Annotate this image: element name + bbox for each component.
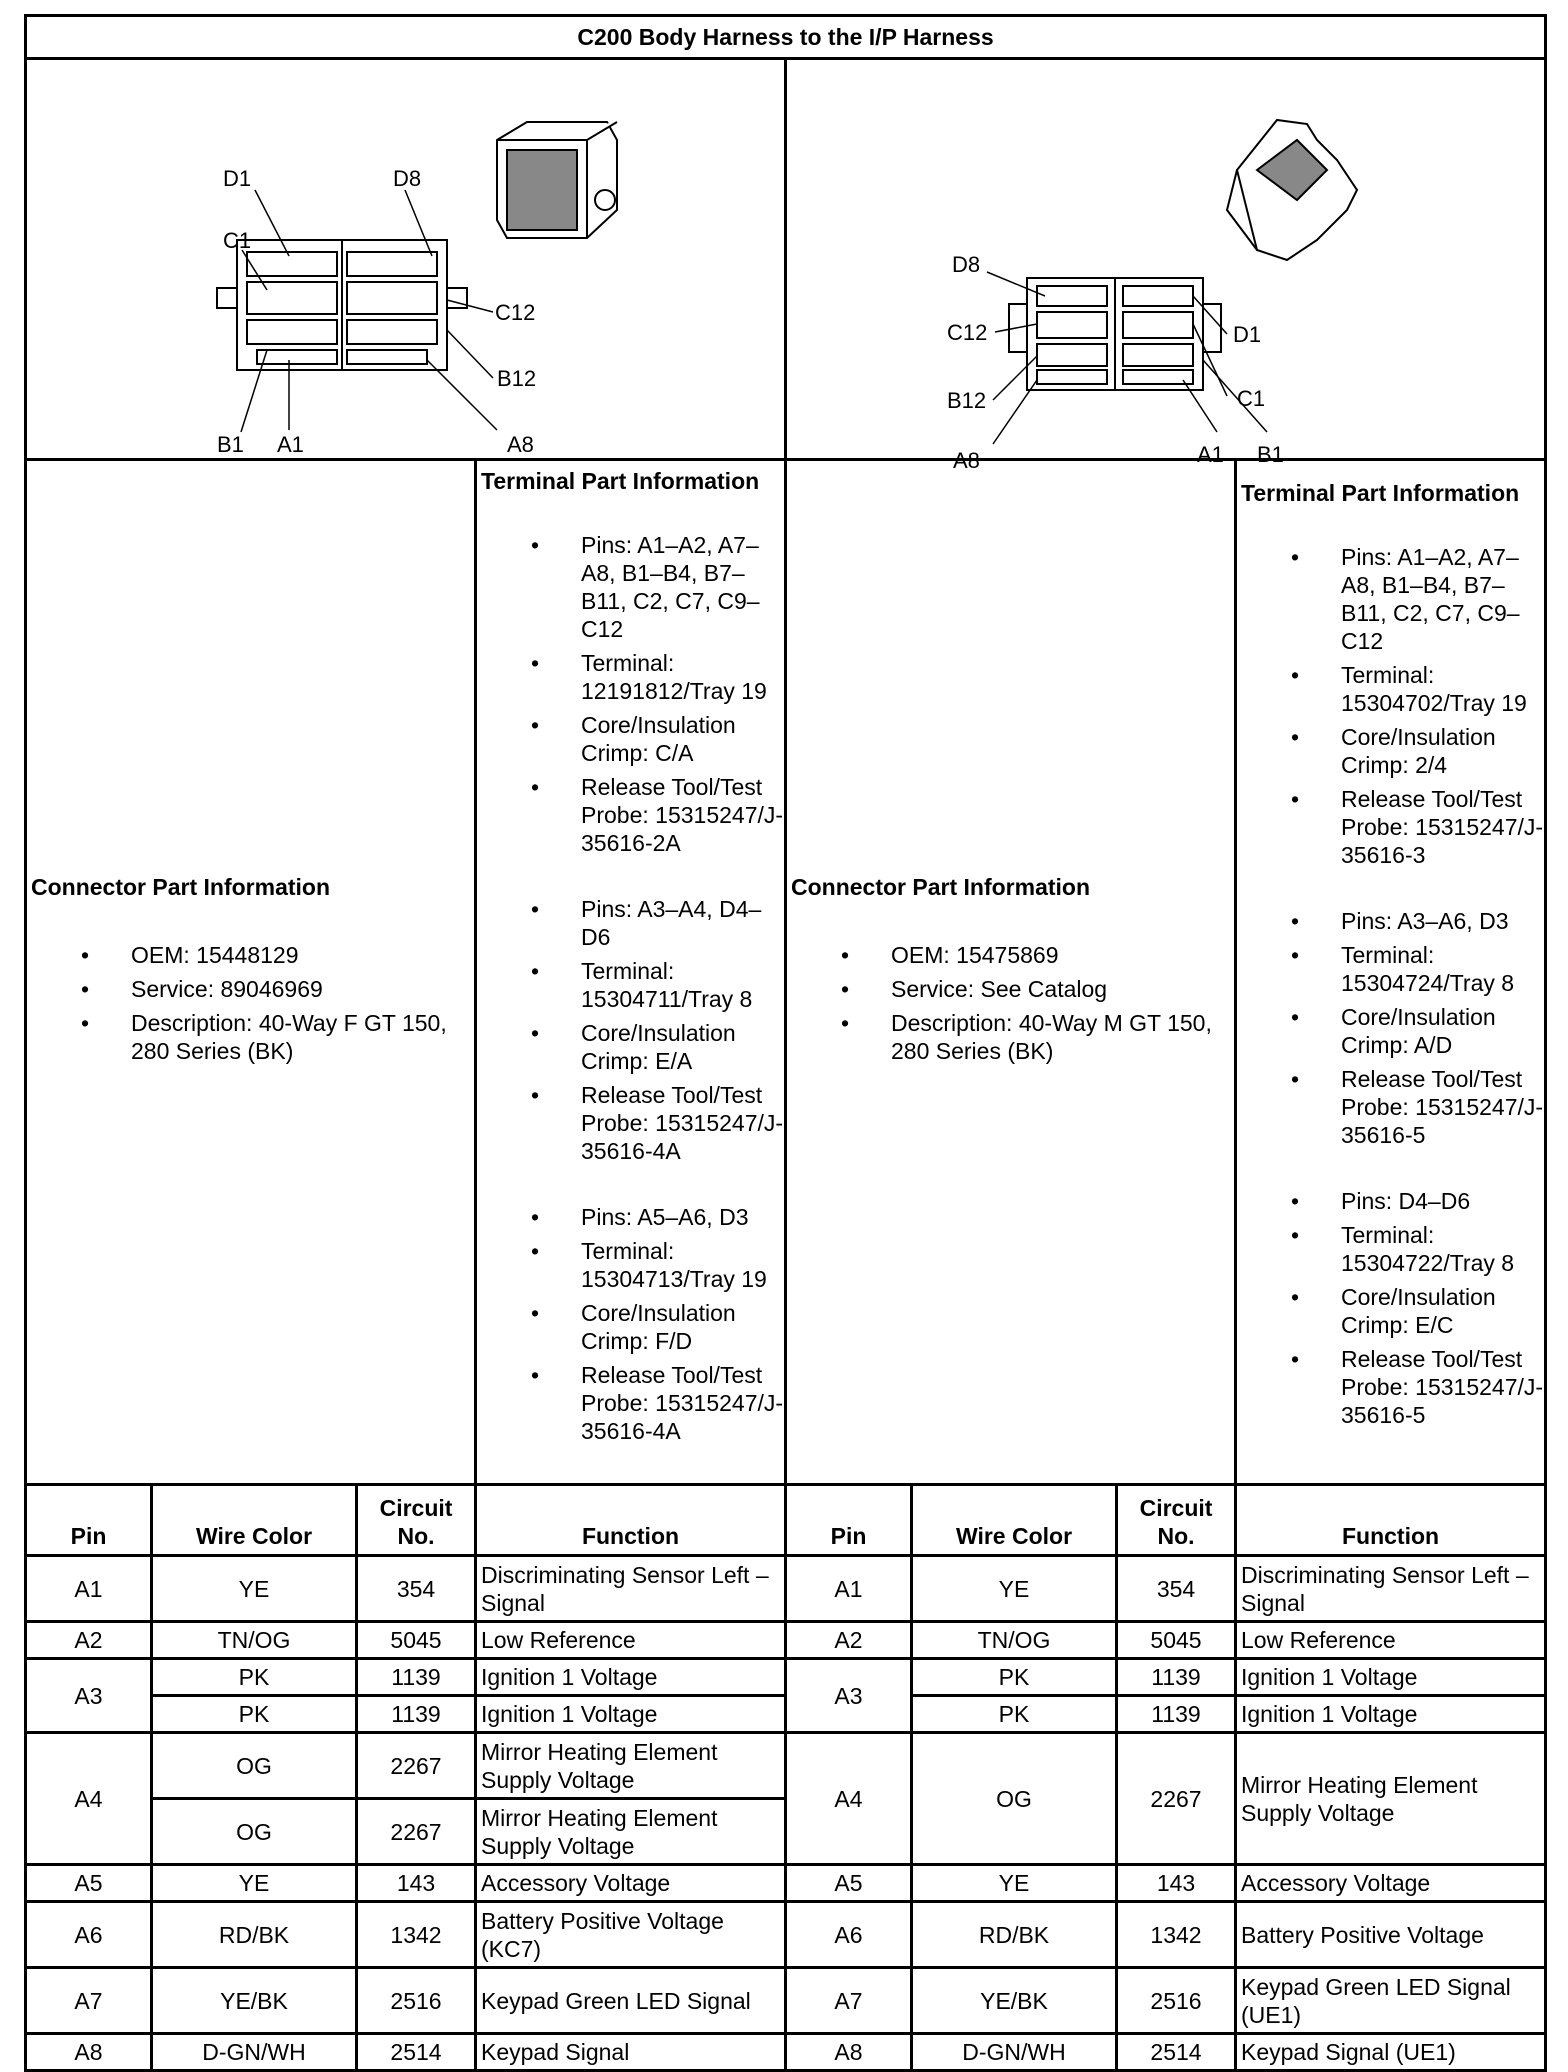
circuit-cell: 2267 <box>357 1733 476 1799</box>
list-item: • Release Tool/Test Probe: 15315247/J-35616-3 <box>1237 785 1544 869</box>
pin-label-b1: B1 <box>1257 442 1284 467</box>
list-item: • Service: 89046969 <box>27 975 474 1003</box>
function-cell: Keypad Signal <box>476 2034 786 2071</box>
wire-color-cell: PK <box>152 1659 357 1696</box>
function-cell: Keypad Green LED Signal <box>476 1968 786 2034</box>
female-connector-drawing <box>27 60 781 458</box>
pin-cell: A5 <box>26 1865 152 1902</box>
list-item: • Core/Insulation Crimp: E/C <box>1237 1283 1544 1339</box>
function-cell: Mirror Heating Element Supply Voltage <box>476 1733 786 1799</box>
right-terminal-part-info <box>1236 460 1546 1485</box>
pin-label-a1: A1 <box>277 432 304 457</box>
function-cell: Low Reference <box>1236 1622 1546 1659</box>
wire-color-cell: PK <box>152 1696 357 1733</box>
left-terminal-part-info <box>476 460 786 1485</box>
connector-info-list <box>787 941 1234 1065</box>
circuit-cell: 5045 <box>1117 1622 1236 1659</box>
wire-color-cell: YE <box>912 1556 1117 1622</box>
pin-cell: A6 <box>26 1902 152 1968</box>
function-cell: Discriminating Sensor Left – Signal <box>1236 1556 1546 1622</box>
terminal-group <box>477 531 784 857</box>
left-connector-diagram <box>26 59 786 460</box>
list-item: • Pins: D4–D6 <box>1237 1187 1544 1215</box>
terminal-group <box>477 895 784 1165</box>
circuit-cell: 5045 <box>357 1622 476 1659</box>
wire-color-cell: D-GN/WH <box>152 2034 357 2071</box>
pin-cell: A3 <box>786 1659 912 1733</box>
list-item: • Core/Insulation Crimp: 2/4 <box>1237 723 1544 779</box>
pin-cell: A4 <box>26 1733 152 1865</box>
pin-label-b12: B12 <box>497 366 537 391</box>
pin-label-c1: C1 <box>223 228 252 253</box>
header-wire-color: Wire Color <box>912 1485 1117 1556</box>
connector-info-list <box>27 941 474 1065</box>
function-cell: Ignition 1 Voltage <box>1236 1659 1546 1696</box>
wire-color-cell: YE/BK <box>152 1968 357 2034</box>
pin-cell: A2 <box>786 1622 912 1659</box>
list-item: • Release Tool/Test Probe: 15315247/J-35616-4A <box>477 1081 784 1165</box>
list-item: • Release Tool/Test Probe: 15315247/J-35616-5 <box>1237 1065 1544 1149</box>
function-cell: Low Reference <box>476 1622 786 1659</box>
function-cell: Battery Positive Voltage <box>1236 1902 1546 1968</box>
wire-color-cell: D-GN/WH <box>912 2034 1117 2071</box>
connector-3d-icon <box>497 122 617 238</box>
connector-info-heading: Connector Part Information <box>31 874 331 900</box>
circuit-cell: 2514 <box>1117 2034 1236 2071</box>
table-row <box>26 1902 1546 1968</box>
header-function: Function <box>1236 1485 1546 1556</box>
pin-cell: A8 <box>26 2034 152 2071</box>
list-item: • Terminal: 15304724/Tray 8 <box>1237 941 1544 997</box>
wire-color-cell: YE <box>912 1865 1117 1902</box>
function-cell: Discriminating Sensor Left – Signal <box>476 1556 786 1622</box>
terminal-info-heading: Terminal Part Information <box>481 468 760 494</box>
terminal-group <box>477 1203 784 1445</box>
function-cell: Mirror Heating Element Supply Voltage <box>476 1799 786 1865</box>
pin-cell: A6 <box>786 1902 912 1968</box>
wire-color-cell: OG <box>152 1799 357 1865</box>
pin-label-b1: B1 <box>217 432 244 457</box>
circuit-cell: 1139 <box>1117 1659 1236 1696</box>
list-item: • Description: 40-Way F GT 150, 280 Series (BK) <box>27 1009 474 1065</box>
list-item: • Pins: A1–A2, A7–A8, B1–B4, B7–B11, C2, C7, C9–C12 <box>477 531 784 643</box>
function-cell: Ignition 1 Voltage <box>1236 1696 1546 1733</box>
list-item: • Release Tool/Test Probe: 15315247/J-35616-4A <box>477 1361 784 1445</box>
circuit-cell: 2267 <box>357 1799 476 1865</box>
pin-label-d1: D1 <box>1233 322 1262 347</box>
wire-color-cell: RD/BK <box>912 1902 1117 1968</box>
table-row <box>26 1622 1546 1659</box>
circuit-cell: 143 <box>357 1865 476 1902</box>
pin-cell: A5 <box>786 1865 912 1902</box>
table-row <box>26 1659 1546 1696</box>
pin-cell: A7 <box>26 1968 152 2034</box>
terminal-group <box>1237 907 1544 1149</box>
pin-label-a8: A8 <box>507 432 534 457</box>
circuit-cell: 143 <box>1117 1865 1236 1902</box>
header-circuit-no: Circuit No. <box>1117 1485 1236 1556</box>
pin-cell: A3 <box>26 1659 152 1733</box>
list-item: • Release Tool/Test Probe: 15315247/J-35616-5 <box>1237 1345 1544 1429</box>
function-cell: Mirror Heating Element Supply Voltage <box>1236 1733 1546 1865</box>
pin-label-c12: C12 <box>947 320 988 345</box>
page-title: C200 Body Harness to the I/P Harness <box>26 16 1546 59</box>
table-row <box>26 1556 1546 1622</box>
pinout-header-row <box>26 1485 1546 1556</box>
connector-face <box>217 240 467 370</box>
function-cell: Accessory Voltage <box>1236 1865 1546 1902</box>
circuit-cell: 2267 <box>1117 1733 1236 1865</box>
pin-label-d8: D8 <box>393 166 422 191</box>
list-item: • Service: See Catalog <box>787 975 1234 1003</box>
list-item: • Release Tool/Test Probe: 15315247/J-35616-2A <box>477 773 784 857</box>
right-connector-part-info <box>786 460 1236 1485</box>
wire-color-cell: OG <box>152 1733 357 1799</box>
list-item: • Terminal: 15304711/Tray 8 <box>477 957 784 1013</box>
circuit-cell: 1342 <box>357 1902 476 1968</box>
pin-cell: A1 <box>26 1556 152 1622</box>
circuit-cell: 2516 <box>1117 1968 1236 2034</box>
circuit-cell: 354 <box>1117 1556 1236 1622</box>
connector-sheet <box>24 14 1544 2072</box>
male-connector-drawing <box>787 60 1541 473</box>
terminal-info-heading: Terminal Part Information <box>1241 480 1520 506</box>
header-pin: Pin <box>786 1485 912 1556</box>
list-item: • Pins: A1–A2, A7–A8, B1–B4, B7–B11, C2, C7, C9–C12 <box>1237 543 1544 655</box>
list-item: • Core/Insulation Crimp: E/A <box>477 1019 784 1075</box>
connector-info-heading: Connector Part Information <box>791 874 1091 900</box>
table-row <box>26 2034 1546 2071</box>
wire-color-cell: YE/BK <box>912 1968 1117 2034</box>
circuit-cell: 1139 <box>357 1659 476 1696</box>
pin-cell: A7 <box>786 1968 912 2034</box>
pin-cell: A4 <box>786 1733 912 1865</box>
list-item: • Pins: A3–A4, D4–D6 <box>477 895 784 951</box>
circuit-cell: 2516 <box>357 1968 476 2034</box>
header-pin: Pin <box>26 1485 152 1556</box>
table-row <box>26 1733 1546 1799</box>
wire-color-cell: OG <box>912 1733 1117 1865</box>
pin-label-a8: A8 <box>953 448 980 473</box>
wire-color-cell: PK <box>912 1696 1117 1733</box>
pin-label-c1: C1 <box>1237 386 1266 411</box>
wire-color-cell: TN/OG <box>152 1622 357 1659</box>
circuit-cell: 1342 <box>1117 1902 1236 1968</box>
wire-color-cell: YE <box>152 1865 357 1902</box>
connector-3d-icon <box>1227 120 1357 260</box>
list-item: • Core/Insulation Crimp: A/D <box>1237 1003 1544 1059</box>
pin-cell: A1 <box>786 1556 912 1622</box>
terminal-group <box>1237 1187 1544 1429</box>
connector-table <box>24 14 1547 2072</box>
function-cell: Accessory Voltage <box>476 1865 786 1902</box>
pin-label-d8: D8 <box>952 252 981 277</box>
header-function: Function <box>476 1485 786 1556</box>
list-item: • Description: 40-Way M GT 150, 280 Series (BK) <box>787 1009 1234 1065</box>
list-item: • Pins: A3–A6, D3 <box>1237 907 1544 935</box>
list-item: • OEM: 15448129 <box>27 941 474 969</box>
list-item: • Core/Insulation Crimp: F/D <box>477 1299 784 1355</box>
wire-color-cell: TN/OG <box>912 1622 1117 1659</box>
pin-label-a1: A1 <box>1197 442 1224 467</box>
list-item: • Terminal: 15304713/Tray 19 <box>477 1237 784 1293</box>
header-wire-color: Wire Color <box>152 1485 357 1556</box>
pin-label-d1: D1 <box>223 166 252 191</box>
list-item: • Terminal: 15304702/Tray 19 <box>1237 661 1544 717</box>
circuit-cell: 1139 <box>357 1696 476 1733</box>
function-cell: Ignition 1 Voltage <box>476 1696 786 1733</box>
pin-label-b12: B12 <box>947 388 987 413</box>
list-item: • OEM: 15475869 <box>787 941 1234 969</box>
circuit-cell: 354 <box>357 1556 476 1622</box>
wire-color-cell: RD/BK <box>152 1902 357 1968</box>
circuit-cell: 1139 <box>1117 1696 1236 1733</box>
pin-cell: A8 <box>786 2034 912 2071</box>
pin-cell: A2 <box>26 1622 152 1659</box>
left-connector-part-info <box>26 460 476 1485</box>
function-cell: Keypad Signal (UE1) <box>1236 2034 1546 2071</box>
function-cell: Keypad Green LED Signal (UE1) <box>1236 1968 1546 2034</box>
list-item: • Terminal: 15304722/Tray 8 <box>1237 1221 1544 1277</box>
circuit-cell: 2514 <box>357 2034 476 2071</box>
table-row <box>26 1968 1546 2034</box>
list-item: • Terminal: 12191812/Tray 19 <box>477 649 784 705</box>
function-cell: Ignition 1 Voltage <box>476 1659 786 1696</box>
pin-label-c12: C12 <box>495 300 536 325</box>
table-row <box>26 1865 1546 1902</box>
header-circuit-no: Circuit No. <box>357 1485 476 1556</box>
list-item: • Pins: A5–A6, D3 <box>477 1203 784 1231</box>
right-connector-diagram <box>786 59 1546 473</box>
list-item: • Core/Insulation Crimp: C/A <box>477 711 784 767</box>
wire-color-cell: PK <box>912 1659 1117 1696</box>
wire-color-cell: YE <box>152 1556 357 1622</box>
function-cell: Battery Positive Voltage (KC7) <box>476 1902 786 1968</box>
terminal-group <box>1237 543 1544 869</box>
